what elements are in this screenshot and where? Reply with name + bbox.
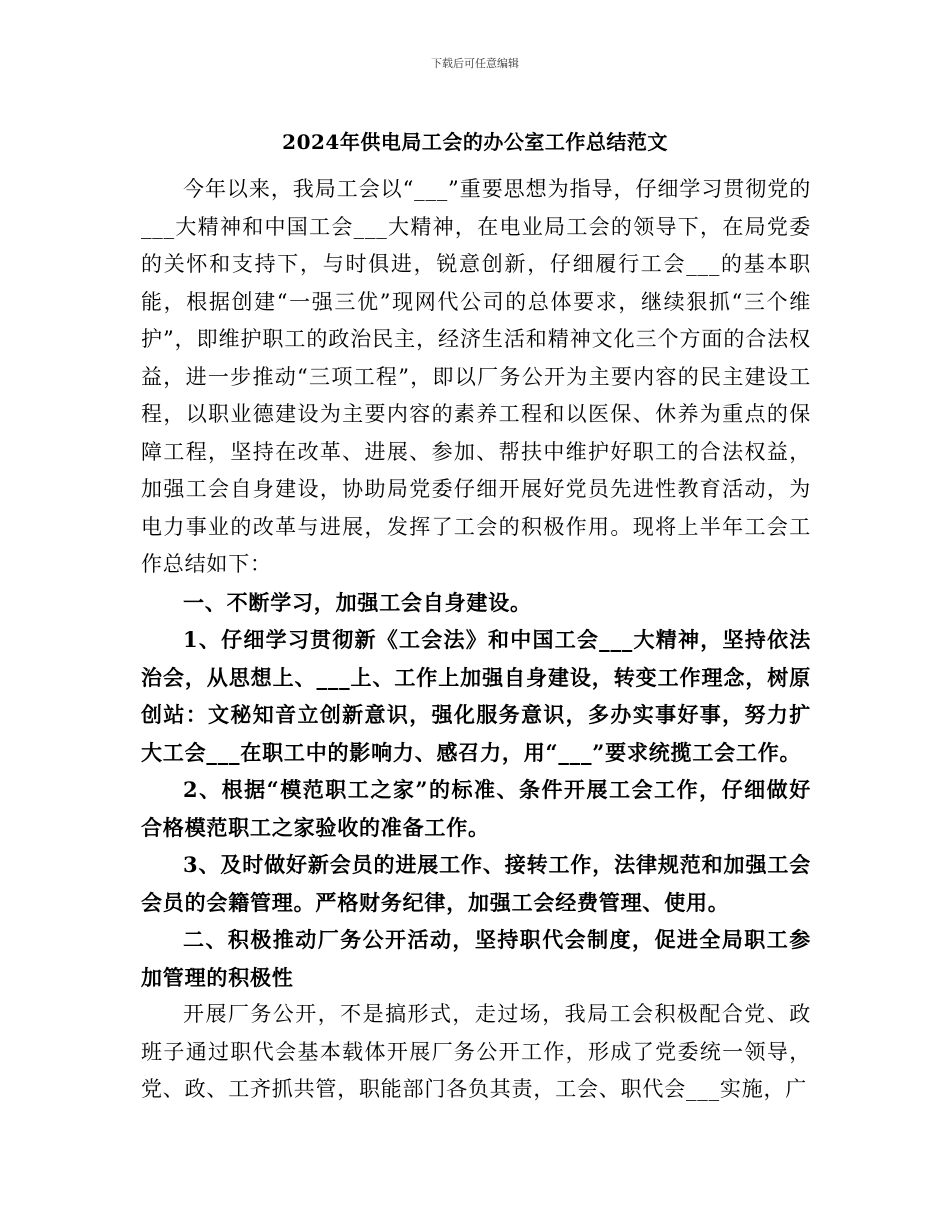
- paragraph-item-1: 1、仔细学习贯彻新《工会法》和中国工会___大精神，坚持依法治会，从思想上、___上、工作上加强自身建设，转变工作理念，树原创站：文秘知音立创新意识，强化服务意识，多办实事好事，努力扩大工会___在职工中的影响力、感召力，用“___”要求统揽工会工作。: [141, 627, 811, 765]
- header-note: 下载后可任意编辑: [431, 57, 519, 70]
- paragraph-item-2: 2、根据“模范职工之家”的标准、条件开展工会工作，仔细做好合格模范职工之家验收的准备工作。: [141, 777, 811, 840]
- document-body: [141, 171, 811, 1109]
- paragraph-intro: 今年以来，我局工会以“___”重要思想为指导，仔细学习贯彻党的___大精神和中国工会___大精神，在电业局工会的领导下，在局党委的关怀和支持下，与时俱进，锐意创新，仔细履行工会___的基本职能，根据创建“一强三优”现网代公司的总体要求，继续狠抓“三个维护”，即维护职工的政治民主，经济生活和精神文化三个方面的合法权益，进一步推动“三项工程”，即以厂务公开为主要内容的民主建设工程，以职业德建设为主要内容的素养工程和以医保、休养为重点的保障工程，坚持在改革、进展、参加、帮扶中维护好职工的合法权益，加强工会自身建设，协助局党委仔细开展好党员先进性教育活动，为电力事业的改革与进展，发挥了工会的积极作用。现将上半年工会工作总结如下：: [141, 177, 811, 576]
- section-heading-2: 二、积极推动厂务公开活动，坚持职代会制度，促进全局职工参加管理的积极性: [141, 927, 811, 990]
- section-heading-1: 一、不断学习，加强工会自身建设。: [183, 589, 532, 615]
- paragraph-section-2: 开展厂务公开，不是搞形式，走过场，我局工会积极配合党、政班子通过职代会基本载体开展厂务公开工作，形成了党委统一领导，党、政、工齐抓共管，职能部门各负其责，工会、职代会___实施，广: [141, 1002, 811, 1101]
- document-title: 2024年供电局工会的办公室工作总结范文: [282, 130, 668, 154]
- paragraph-item-3: 3、及时做好新会员的进展工作、接转工作，法律规范和加强工会会员的会籍管理。严格财务纪律，加强工会经费管理、使用。: [141, 852, 811, 915]
